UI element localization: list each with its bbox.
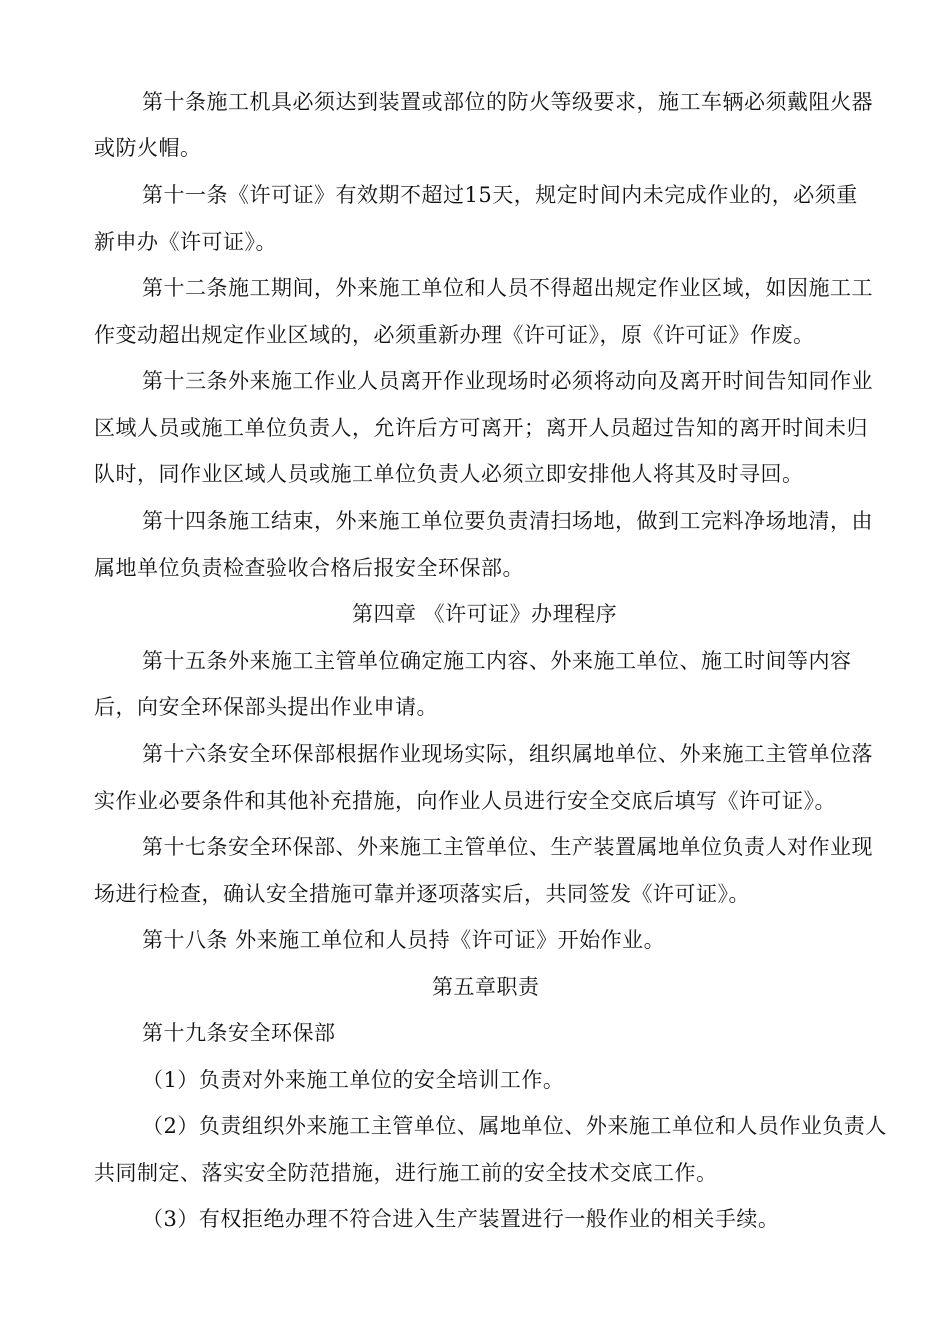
article-10-line-1: 第十条施工机具必须达到装置或部位的防火等级要求，施工车辆必须戴阻火器 [142,90,873,114]
chapter-5-heading: 第五章职责 [432,975,540,999]
article-16-line-2: 实作业必要条件和其他补充措施，向作业人员进行安全交底后填写《许可证》。 [94,789,836,813]
article-11-line-2: 新申办《许可证》。 [94,230,277,254]
article-19-heading: 第十九条安全环保部 [142,1021,336,1045]
article-13-line-3: 队时，同作业区域人员或施工单位负责人必须立即安排他人将其及时寻回。 [94,462,804,486]
article-14-line-2: 属地单位负责检查验收合格后报安全环保部。 [94,556,524,580]
article-17-line-2: 场进行检查，确认安全措施可靠并逐项落实后，共同签发《许可证》。 [94,882,750,906]
article-11-line-1: 第十一条《许可证》有效期不超过15天，规定时间内未完成作业的，必须重 [142,183,858,207]
article-14-line-1: 第十四条施工结束，外来施工单位要负责清扫场地，做到工完料净场地清，由 [142,509,873,533]
article-15-line-2: 后，向安全环保部头提出作业申请。 [94,695,438,719]
article-16-line-1: 第十六条安全环保部根据作业现场实际，组织属地单位、外来施工主管单位落 [142,742,873,766]
article-19-item-1: （1）负责对外来施工单位的安全培训工作。 [142,1068,565,1092]
article-10-line-2: 或防火帽。 [94,136,202,160]
article-12-line-2: 作变动超出规定作业区域的，必须重新办理《许可证》，原《许可证》作废。 [94,323,815,347]
article-13-line-1: 第十三条外来施工作业人员离开作业现场时必须将动向及离开时间告知同作业 [142,369,873,393]
article-12-line-1: 第十二条施工期间，外来施工单位和人员不得超出规定作业区域，如因施工工 [142,276,873,300]
article-18-line-1: 第十八条 外来施工单位和人员持《许可证》开始作业。 [142,928,666,952]
article-19-item-3: （3）有权拒绝办理不符合进入生产装置进行一般作业的相关手续。 [142,1207,780,1231]
article-19-item-2-line-2: 共同制定、落实安全防范措施，进行施工前的安全技术交底工作。 [94,1161,718,1185]
chapter-4-heading: 第四章 《许可证》办理程序 [352,602,618,626]
article-19-item-2-line-1: （2）负责组织外来施工主管单位、属地单位、外来施工单位和人员作业负责人 [142,1114,887,1138]
article-17-line-1: 第十七条安全环保部、外来施工主管单位、生产装置属地单位负责人对作业现 [142,835,873,859]
article-15-line-1: 第十五条外来施工主管单位确定施工内容、外来施工单位、施工时间等内容 [142,649,852,673]
article-13-line-2: 区域人员或施工单位负责人，允许后方可离开；离开人员超过告知的离开时间未归 [94,416,868,440]
